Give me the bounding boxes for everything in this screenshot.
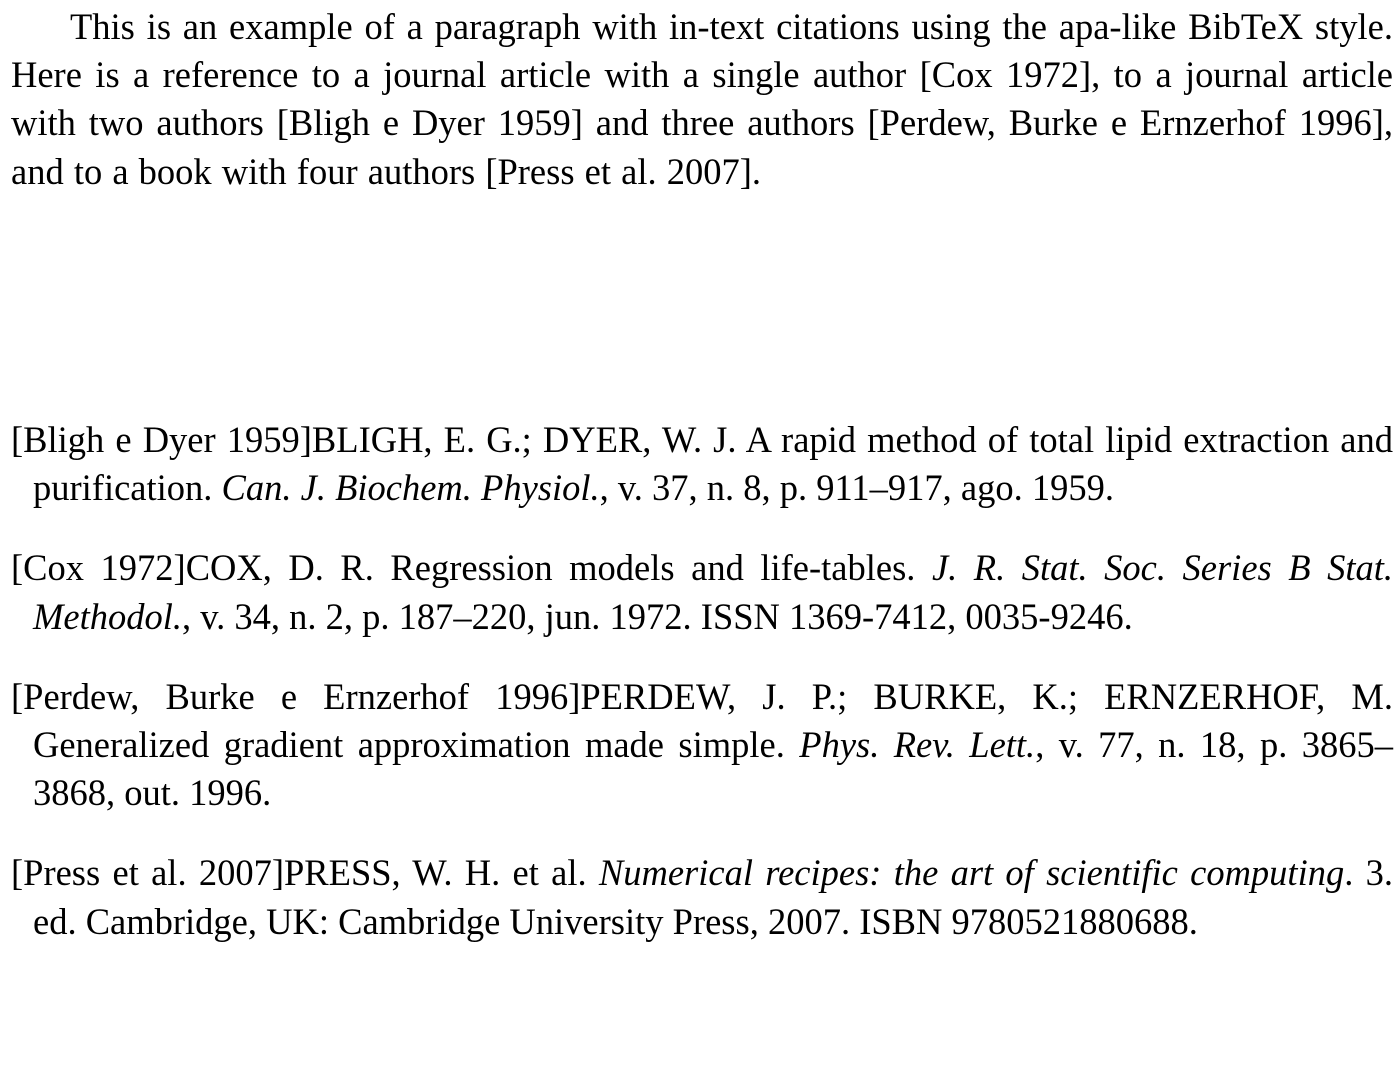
- citation-label: [Press et al. 2007]: [11, 852, 284, 894]
- entry-details: , v. 77, n. 18, p. 3865–3868, out. 1996.: [33, 724, 1393, 814]
- entry-journal: Numerical recipes: the art of scientific computing: [598, 852, 1345, 894]
- bibliography-entry: [11, 673, 1393, 818]
- intro-paragraph: This is an example of a paragraph with in-text citations using the apa-like BibTeX style. Here is a reference to a journal article with a single author [Cox 1972], to a journal article with two authors [Bligh e Dyer 1959] and three authors [Perdew, Burke e Ernzerhof 1996], and to a book with four authors [Press et al. 2007].: [11, 6, 1393, 192]
- bibliography-entry: [11, 849, 1393, 945]
- entry-authors-title: PERDEW, J. P.; BURKE, K.; ERNZERHOF, M. Generalized gradient approximation made simple.: [33, 675, 1393, 766]
- citation-label: [Cox 1972]: [11, 547, 186, 589]
- entry-authors-title: PRESS, W. H. et al.: [284, 852, 599, 894]
- entry-details: , v. 37, n. 8, p. 911–917, ago. 1959.: [599, 467, 1114, 509]
- entry-journal: Can. J. Biochem. Physiol.: [221, 467, 600, 509]
- entry-journal: Phys. Rev. Lett.: [799, 724, 1036, 766]
- document-page: [11, 0, 1393, 942]
- bibliography-list: [11, 416, 1393, 978]
- entry-journal: J. R. Stat. Soc. Series B Stat. Methodol.: [33, 547, 1393, 637]
- entry-authors-title: BLIGH, E. G.; DYER, W. J. A rapid method of total lipid extraction and purification.: [33, 419, 1393, 509]
- bibliography-entry: [11, 544, 1393, 640]
- entry-details: , v. 34, n. 2, p. 187–220, jun. 1972. ISSN 1369-7412, 0035-9246.: [182, 595, 1133, 637]
- entry-authors-title: COX, D. R. Regression models and life-tables.: [185, 547, 932, 589]
- citation-label: [Perdew, Burke e Ernzerhof 1996]: [11, 675, 581, 717]
- entry-details: . 3. ed. Cambridge, UK: Cambridge University Press, 2007. ISBN 9780521880688.: [33, 852, 1393, 942]
- citation-label: [Bligh e Dyer 1959]: [11, 419, 312, 460]
- bibliography-entry: [11, 416, 1393, 512]
